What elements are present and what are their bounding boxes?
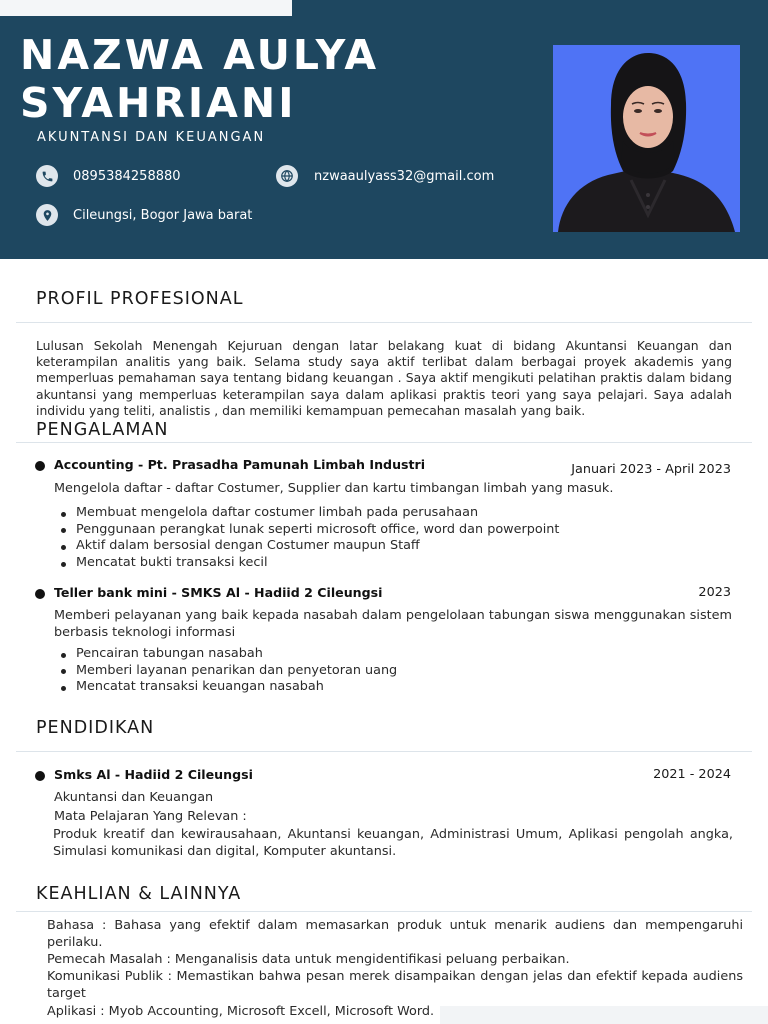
- bottom-strip: [440, 1006, 768, 1024]
- list-item: Pencairan tabungan nasabah: [76, 646, 736, 663]
- experience-list-1: [76, 505, 736, 572]
- entry-bullet: [35, 461, 45, 471]
- education-school: Smks Al - Hadiid 2 Cileungsi: [54, 767, 253, 782]
- globe-icon: [276, 165, 298, 187]
- education-date: 2021 - 2024: [653, 767, 731, 782]
- section-title-profile: PROFIL PROFESIONAL: [36, 289, 244, 309]
- section-title-experience: PENGALAMAN: [36, 420, 169, 440]
- skill-item-language: Bahasa : Bahasa yang efektif dalam memasarkan produk untuk menarik audiens dan mempengaruhi perilaku.: [47, 918, 743, 950]
- divider: [16, 911, 752, 912]
- experience-list-2: [76, 646, 736, 696]
- entry-bullet: [35, 771, 45, 781]
- name-line-1: NAZWA AULYA: [20, 31, 380, 79]
- contact-phone: [36, 165, 181, 187]
- experience-title-1: Accounting - Pt. Prasadha Pamunah Limbah Industri: [54, 457, 426, 472]
- resume-header: [0, 0, 768, 259]
- profile-text: Lulusan Sekolah Menengah Kejuruan dengan latar belakang kuat di bidang Akuntansi Keuangan dan keterampilan analitis yang baik. Selama study saya aktif terlibat dalam berbagai proyek akademis yang memperluas pemahaman saya tentang bidang keuangan . Saya aktif mengikuti pelatihan praktis dalam bidang akuntansi yang memperluas keterampilan saya dalam aplikasi praktis teori yang saya pelajari. Saya adalah individu yang teliti, analistis , dan memiliki kemampuan pemecahan masalah yang baik.: [36, 338, 732, 418]
- candidate-name: [20, 31, 540, 127]
- list-item: Memberi layanan penarikan dan penyetoran uang: [76, 663, 736, 680]
- contact-email: [276, 165, 494, 187]
- divider: [16, 322, 752, 323]
- name-line-2: SYAHRIANI: [20, 79, 297, 127]
- profile-photo: [553, 45, 740, 232]
- skill-item-applications: Aplikasi : Myob Accounting, Microsoft Excell, Microsoft Word.: [47, 1004, 435, 1019]
- phone-icon: [36, 165, 58, 187]
- candidate-subtitle: AKUNTANSI DAN KEUANGAN: [37, 130, 266, 145]
- list-item: Membuat mengelola daftar costumer limbah pada perusahaan: [76, 505, 736, 522]
- experience-date-2: 2023: [698, 585, 731, 600]
- divider: [16, 442, 752, 443]
- experience-title-2: Teller bank mini - SMKS Al - Hadiid 2 Cileungsi: [54, 585, 383, 600]
- list-item: Aktif dalam bersosial dengan Costumer maupun Staff: [76, 538, 736, 555]
- list-item: Mencatat bukti transaksi kecil: [76, 555, 736, 572]
- skill-item-problem-solving: Pemecah Masalah : Menganalisis data untuk mengidentifikasi peluang perbaikan.: [47, 952, 570, 967]
- entry-bullet: [35, 589, 45, 599]
- education-subjects-label: Mata Pelajaran Yang Relevan :: [54, 809, 247, 824]
- experience-date-1: Januari 2023 - April 2023: [571, 462, 731, 477]
- education-major: Akuntansi dan Keuangan: [54, 790, 214, 805]
- contact-location: [36, 204, 252, 226]
- phone-number[interactable]: 0895384258880: [73, 168, 181, 184]
- location-text: Cileungsi, Bogor Jawa barat: [73, 207, 253, 223]
- list-item: Penggunaan perangkat lunak seperti microsoft office, word dan powerpoint: [76, 522, 736, 539]
- location-pin-icon: [36, 204, 58, 226]
- section-title-skills: KEAHLIAN & LAINNYA: [36, 884, 242, 904]
- experience-desc-1: Mengelola daftar - daftar Costumer, Supplier dan kartu timbangan limbah yang masuk.: [54, 481, 614, 496]
- top-strip: [0, 0, 292, 16]
- list-item: Mencatat transaksi keuangan nasabah: [76, 679, 736, 696]
- skill-item-public-communication: Komunikasi Publik : Memastikan bahwa pesan merek disampaikan dengan jelas dan efektif kepada audiens target: [47, 969, 743, 1001]
- education-subjects: Produk kreatif dan kewirausahaan, Akuntansi keuangan, Administrasi Umum, Aplikasi pengolah angka, Simulasi komunikasi dan digital, Komputer akuntansi.: [53, 827, 733, 859]
- experience-desc-2: Memberi pelayanan yang baik kepada nasabah dalam pengelolaan tabungan siswa menggunakan sistem berbasis teknologi informasi: [54, 608, 732, 640]
- section-title-education: PENDIDIKAN: [36, 718, 155, 738]
- email-address[interactable]: nzwaaulyass32@gmail.com: [314, 168, 495, 184]
- divider: [16, 751, 752, 752]
